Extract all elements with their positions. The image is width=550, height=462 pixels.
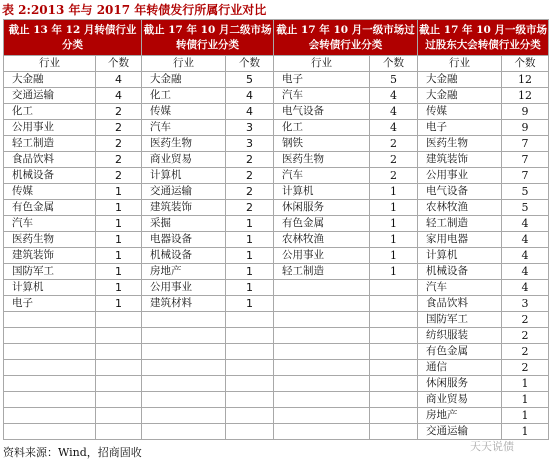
industry-cell: 化工 xyxy=(4,104,96,120)
industry-cell: 汽车 xyxy=(274,168,370,184)
count-cell: 2 xyxy=(96,104,142,120)
count-cell: 1 xyxy=(370,264,418,280)
count-cell: 12 xyxy=(502,72,549,88)
industry-cell: 公用事业 xyxy=(4,120,96,136)
count-cell: 1 xyxy=(226,216,274,232)
col-header-count: 个数 xyxy=(370,56,418,72)
industry-cell xyxy=(4,328,96,344)
count-cell: 2 xyxy=(226,184,274,200)
industry-cell: 休闲服务 xyxy=(418,376,502,392)
industry-cell: 机械设备 xyxy=(4,168,96,184)
count-cell xyxy=(226,376,274,392)
count-cell xyxy=(370,424,418,440)
count-cell: 4 xyxy=(502,216,549,232)
table-row xyxy=(4,312,549,328)
industry-cell: 轻工制造 xyxy=(4,136,96,152)
count-cell: 5 xyxy=(502,184,549,200)
count-cell xyxy=(226,408,274,424)
count-cell: 1 xyxy=(502,392,549,408)
industry-cell: 汽车 xyxy=(418,280,502,296)
industry-cell xyxy=(142,392,226,408)
industry-cell: 有色金属 xyxy=(418,344,502,360)
group-header-approved: 截止 17 年 10 月一级市场过会转债行业分类 xyxy=(274,20,418,56)
industry-cell: 公用事业 xyxy=(274,248,370,264)
table-row xyxy=(4,232,549,248)
industry-cell xyxy=(274,280,370,296)
industry-cell: 汽车 xyxy=(142,120,226,136)
count-cell: 3 xyxy=(226,136,274,152)
industry-cell: 交通运输 xyxy=(418,424,502,440)
count-cell xyxy=(370,328,418,344)
count-cell xyxy=(370,280,418,296)
count-cell xyxy=(226,344,274,360)
table-row xyxy=(4,264,549,280)
industry-cell: 房地产 xyxy=(142,264,226,280)
industry-cell xyxy=(274,328,370,344)
count-cell xyxy=(96,424,142,440)
industry-cell: 有色金属 xyxy=(4,200,96,216)
industry-cell: 计算机 xyxy=(142,168,226,184)
count-cell: 4 xyxy=(226,104,274,120)
table-row xyxy=(4,344,549,360)
count-cell: 1 xyxy=(96,232,142,248)
count-cell xyxy=(370,296,418,312)
count-cell: 2 xyxy=(96,168,142,184)
count-cell xyxy=(96,344,142,360)
industry-cell: 汽车 xyxy=(4,216,96,232)
col-header-industry: 行业 xyxy=(142,56,226,72)
group-header-secondary-market: 截止 17 年 10 月二级市场转债行业分类 xyxy=(142,20,274,56)
count-cell xyxy=(370,360,418,376)
count-cell: 1 xyxy=(96,280,142,296)
industry-cell xyxy=(4,312,96,328)
industry-cell: 电子 xyxy=(4,296,96,312)
industry-cell: 医药生物 xyxy=(4,232,96,248)
industry-cell: 电子 xyxy=(418,120,502,136)
count-cell xyxy=(226,360,274,376)
industry-cell xyxy=(274,296,370,312)
industry-cell xyxy=(4,392,96,408)
count-cell: 5 xyxy=(370,72,418,88)
industry-cell: 纺织服装 xyxy=(418,328,502,344)
count-cell: 2 xyxy=(502,312,549,328)
count-cell: 4 xyxy=(502,280,549,296)
industry-cell: 大金融 xyxy=(4,72,96,88)
industry-cell: 通信 xyxy=(418,360,502,376)
count-cell: 1 xyxy=(502,424,549,440)
industry-cell xyxy=(4,424,96,440)
industry-cell: 机械设备 xyxy=(418,264,502,280)
industry-cell xyxy=(142,408,226,424)
count-cell xyxy=(226,424,274,440)
industry-cell xyxy=(142,312,226,328)
count-cell: 1 xyxy=(370,232,418,248)
table-row xyxy=(4,408,549,424)
count-cell: 4 xyxy=(96,72,142,88)
count-cell xyxy=(370,344,418,360)
industry-cell xyxy=(274,392,370,408)
industry-cell: 医药生物 xyxy=(142,136,226,152)
industry-cell xyxy=(142,424,226,440)
table-title: 表 2:2013 年与 2017 年转债发行所属行业对比 xyxy=(2,3,267,17)
watermark: 天天说债 xyxy=(470,440,514,453)
industry-cell: 公用事业 xyxy=(142,280,226,296)
count-cell: 2 xyxy=(370,136,418,152)
source-note: 资料来源：Wind，招商固收 xyxy=(3,446,142,459)
count-cell: 3 xyxy=(502,296,549,312)
industry-cell: 传媒 xyxy=(4,184,96,200)
industry-cell: 轻工制造 xyxy=(274,264,370,280)
table-row xyxy=(4,360,549,376)
count-cell: 2 xyxy=(502,328,549,344)
table-row xyxy=(4,424,549,440)
industry-cell: 交通运输 xyxy=(4,88,96,104)
count-cell: 7 xyxy=(502,168,549,184)
count-cell: 2 xyxy=(226,200,274,216)
industry-cell xyxy=(274,424,370,440)
industry-cell: 休闲服务 xyxy=(274,200,370,216)
count-cell: 3 xyxy=(226,120,274,136)
table-row xyxy=(4,152,549,168)
count-cell: 1 xyxy=(96,296,142,312)
industry-cell: 电子 xyxy=(274,72,370,88)
industry-cell: 汽车 xyxy=(274,88,370,104)
count-cell: 2 xyxy=(502,360,549,376)
count-cell: 4 xyxy=(96,88,142,104)
industry-cell xyxy=(4,376,96,392)
count-cell: 1 xyxy=(370,200,418,216)
count-cell: 1 xyxy=(226,248,274,264)
count-cell: 7 xyxy=(502,136,549,152)
count-cell: 5 xyxy=(502,200,549,216)
count-cell: 5 xyxy=(226,72,274,88)
industry-cell: 计算机 xyxy=(4,280,96,296)
count-cell xyxy=(370,312,418,328)
count-cell: 9 xyxy=(502,120,549,136)
industry-cell xyxy=(274,312,370,328)
industry-cell xyxy=(274,344,370,360)
count-cell: 4 xyxy=(502,232,549,248)
table-row xyxy=(4,72,549,88)
table-row xyxy=(4,280,549,296)
count-cell: 4 xyxy=(502,248,549,264)
group-header-shareholder-approved: 截止 17 年 10 月一级市场过股东大会转债行业分类 xyxy=(418,20,549,56)
industry-cell: 建筑材料 xyxy=(142,296,226,312)
count-cell: 1 xyxy=(370,216,418,232)
table-row xyxy=(4,120,549,136)
count-cell xyxy=(370,376,418,392)
industry-cell xyxy=(4,408,96,424)
count-cell xyxy=(226,392,274,408)
table-row xyxy=(4,168,549,184)
table-row xyxy=(4,104,549,120)
group-header-2013: 截止 13 年 12 月转债行业分类 xyxy=(4,20,142,56)
col-header-industry: 行业 xyxy=(274,56,370,72)
table-row xyxy=(4,248,549,264)
industry-cell xyxy=(142,360,226,376)
count-cell: 2 xyxy=(96,152,142,168)
count-cell xyxy=(96,312,142,328)
industry-cell: 农林牧渔 xyxy=(418,200,502,216)
count-cell xyxy=(226,328,274,344)
count-cell xyxy=(370,408,418,424)
industry-cell: 电气设备 xyxy=(274,104,370,120)
industry-cell: 国防军工 xyxy=(418,312,502,328)
count-cell: 9 xyxy=(502,104,549,120)
industry-cell: 轻工制造 xyxy=(418,216,502,232)
count-cell: 12 xyxy=(502,88,549,104)
count-cell xyxy=(96,408,142,424)
industry-cell: 计算机 xyxy=(274,184,370,200)
table-row xyxy=(4,184,549,200)
industry-cell: 国防军工 xyxy=(4,264,96,280)
count-cell: 4 xyxy=(370,120,418,136)
table-body xyxy=(4,72,549,440)
industry-cell: 电器设备 xyxy=(142,232,226,248)
industry-cell: 房地产 xyxy=(418,408,502,424)
industry-cell: 电气设备 xyxy=(418,184,502,200)
col-header-industry: 行业 xyxy=(4,56,96,72)
industry-cell: 建筑装饰 xyxy=(418,152,502,168)
count-cell: 1 xyxy=(96,216,142,232)
table-row xyxy=(4,376,549,392)
industry-cell: 商业贸易 xyxy=(142,152,226,168)
count-cell: 2 xyxy=(502,344,549,360)
industry-cell: 医药生物 xyxy=(418,136,502,152)
count-cell: 2 xyxy=(370,152,418,168)
col-header-count: 个数 xyxy=(226,56,274,72)
count-cell: 2 xyxy=(96,120,142,136)
count-cell xyxy=(96,392,142,408)
industry-cell: 化工 xyxy=(274,120,370,136)
industry-cell xyxy=(4,344,96,360)
industry-cell: 商业贸易 xyxy=(418,392,502,408)
count-cell: 4 xyxy=(370,104,418,120)
count-cell: 1 xyxy=(96,264,142,280)
table-row xyxy=(4,88,549,104)
count-cell xyxy=(96,328,142,344)
industry-cell: 化工 xyxy=(142,88,226,104)
count-cell: 1 xyxy=(370,184,418,200)
count-cell: 1 xyxy=(502,408,549,424)
count-cell xyxy=(96,376,142,392)
count-cell: 4 xyxy=(502,264,549,280)
industry-cell: 建筑装饰 xyxy=(142,200,226,216)
industry-cell: 医药生物 xyxy=(274,152,370,168)
count-cell: 2 xyxy=(96,136,142,152)
industry-cell: 大金融 xyxy=(418,88,502,104)
industry-cell xyxy=(274,360,370,376)
industry-cell: 食品饮料 xyxy=(418,296,502,312)
count-cell: 1 xyxy=(370,248,418,264)
count-cell: 1 xyxy=(96,200,142,216)
industry-cell xyxy=(274,376,370,392)
industry-cell xyxy=(4,360,96,376)
count-cell: 1 xyxy=(96,248,142,264)
count-cell: 4 xyxy=(226,88,274,104)
table-row xyxy=(4,392,549,408)
industry-cell: 计算机 xyxy=(418,248,502,264)
count-cell: 1 xyxy=(502,376,549,392)
col-header-industry: 行业 xyxy=(418,56,502,72)
industry-cell: 家用电器 xyxy=(418,232,502,248)
count-cell: 2 xyxy=(226,152,274,168)
count-cell: 1 xyxy=(96,184,142,200)
table-row xyxy=(4,200,549,216)
industry-cell: 公用事业 xyxy=(418,168,502,184)
col-header-count: 个数 xyxy=(96,56,142,72)
industry-cell: 传媒 xyxy=(418,104,502,120)
industry-cell xyxy=(142,328,226,344)
table-row xyxy=(4,296,549,312)
table-row xyxy=(4,136,549,152)
industry-cell: 钢铁 xyxy=(274,136,370,152)
count-cell: 7 xyxy=(502,152,549,168)
industry-cell: 大金融 xyxy=(418,72,502,88)
industry-cell xyxy=(142,344,226,360)
count-cell: 1 xyxy=(226,296,274,312)
industry-cell: 机械设备 xyxy=(142,248,226,264)
industry-cell: 建筑装饰 xyxy=(4,248,96,264)
industry-cell xyxy=(142,376,226,392)
count-cell: 2 xyxy=(370,168,418,184)
industry-cell: 采掘 xyxy=(142,216,226,232)
col-header-count: 个数 xyxy=(502,56,549,72)
industry-cell: 有色金属 xyxy=(274,216,370,232)
industry-cell xyxy=(274,408,370,424)
count-cell: 1 xyxy=(226,232,274,248)
industry-cell: 大金融 xyxy=(142,72,226,88)
count-cell: 1 xyxy=(226,280,274,296)
count-cell xyxy=(370,392,418,408)
table-row xyxy=(4,328,549,344)
count-cell: 2 xyxy=(226,168,274,184)
industry-cell: 交通运输 xyxy=(142,184,226,200)
industry-cell: 传媒 xyxy=(142,104,226,120)
industry-comparison-table xyxy=(3,19,549,440)
industry-cell: 农林牧渔 xyxy=(274,232,370,248)
count-cell: 1 xyxy=(226,264,274,280)
count-cell: 4 xyxy=(370,88,418,104)
count-cell xyxy=(226,312,274,328)
count-cell xyxy=(96,360,142,376)
industry-cell: 食品饮料 xyxy=(4,152,96,168)
table-row xyxy=(4,216,549,232)
